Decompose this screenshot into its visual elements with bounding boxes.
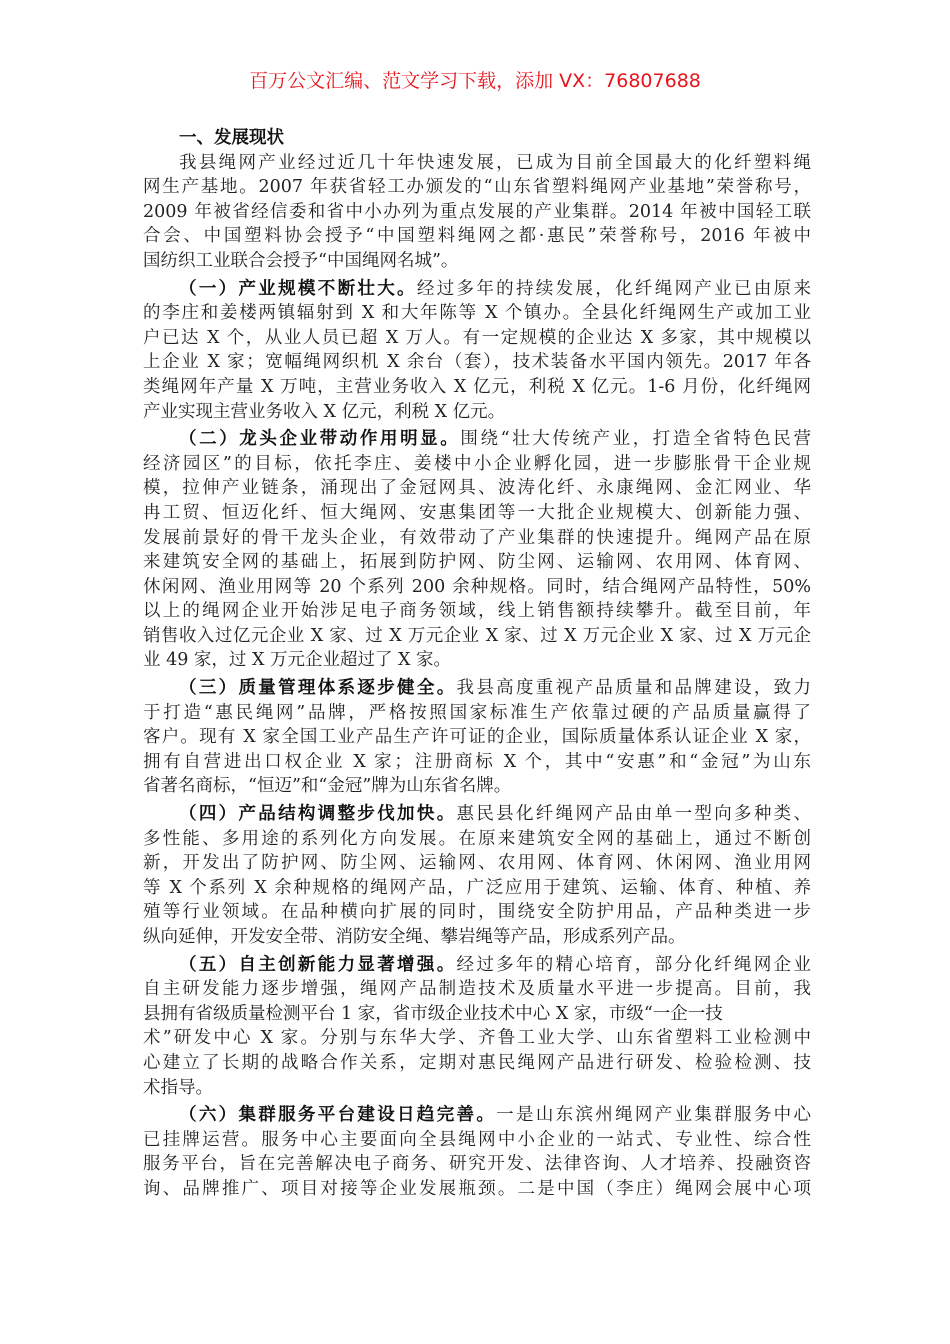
- paragraph-line: 来建筑安全网的基础上，拓展到防护网、防尘网、运输网、农用网、体育网、: [143, 552, 811, 573]
- subsection-first-line: [143, 676, 811, 701]
- paragraph-text: 一是山东滨州绳网产业集群服务中心: [496, 1105, 812, 1126]
- paragraph-line: 自主研发能力逐步增强，绳网产品制造技术及质量水平进一步提高。目前，我: [143, 979, 811, 1000]
- paragraph-line: 网生产基地。2007 年获省轻工办颁发的“山东省塑料绳网产业基地”荣誉称号，: [143, 177, 811, 198]
- paragraph-line: 等 X 个系列 X 余种规格的绳网产品，广泛应用于建筑、运输、体育、种植、养: [143, 877, 811, 898]
- subsection-heading: （三）质量管理体系逐步健全。: [179, 678, 457, 699]
- paragraph-line: 户已达 X 个，从业人员已超 X 万人。有一定规模的企业达 X 多家，其中规模以: [143, 327, 811, 348]
- subsection-leading-enterprises: [143, 427, 811, 673]
- paragraph-line: 术指导。: [143, 1077, 213, 1098]
- section-title: 一、发展现状: [179, 128, 284, 148]
- paragraph-line: 经济园区”的目标，依托李庄、姜楼中小企业孵化园，进一步膨胀骨干企业规: [143, 453, 811, 474]
- paragraph-line: 上企业 X 家；宽幅绳网织机 X 余台（套），技术装备水平国内领先。2017 年各: [143, 352, 811, 373]
- subsection-product-structure: [143, 802, 811, 950]
- subsection-quality-management: [143, 676, 811, 799]
- paragraph-line: 已挂牌运营。服务中心主要面向全县绳网中小企业的一站式、专业性、综合性: [143, 1129, 811, 1150]
- subsection-heading: （五）自主创新能力显著增强。: [179, 954, 457, 975]
- paragraph-line: 休闲网、渔业用网等 20 个系列 200 余种规格。同时，结合绳网产品特性，50%: [143, 576, 811, 597]
- paragraph-line: 业 49 家，过 X 万元企业超过了 X 家。: [143, 650, 452, 671]
- paragraph-text: 围绕“壮大传统产业，打造全省特色民营: [460, 429, 811, 450]
- paragraph-line: 的李庄和姜楼两镇辐射到 X 和大年陈等 X 个镇办。全县化纤绳网生产或加工业: [143, 303, 811, 324]
- paragraph-line: 纵向延伸，开发安全带、消防安全绳、攀岩绳等产品，形成系列产品。: [143, 927, 686, 947]
- paragraph-line: 模，拉伸产业链条，涌现出了金冠网具、波涛化纤、永康绳网、金汇网业、华: [143, 478, 811, 499]
- paragraph-line: 询、品牌推广、项目对接等企业发展瓶颈。二是中国（李庄）绳网会展中心项: [143, 1178, 811, 1199]
- paragraph-line: 省著名商标，“恒迈”和“金冠”牌为山东省名牌。: [143, 776, 512, 797]
- subsection-service-platform: [143, 1103, 811, 1201]
- subsection-heading: （一）产业规模不断壮大。: [179, 278, 417, 299]
- paragraph-line: 县拥有省级质量检测平台 1 家，省市级企业技术中心 X 家，市级“一企一技: [143, 1003, 723, 1024]
- paragraph-line: 殖等行业领域。在品种横向扩展的同时，围绕安全防护用品，产品种类进一步: [143, 902, 811, 923]
- subsection-heading: （二）龙头企业带动作用明显。: [179, 429, 461, 450]
- paragraph-line: 服务平台，旨在完善解决电子商务、研究开发、法律咨询、人才培养、投融资咨: [143, 1154, 811, 1175]
- paragraph-line: 拥有自营进出口权企业 X 家；注册商标 X 个，其中“安惠”和“金冠”为山东: [143, 751, 811, 772]
- intro-paragraph: [143, 151, 811, 274]
- paragraph-text: 经过多年的精心培育，部分化纤绳网企业: [456, 954, 811, 975]
- promo-banner: 百万公文汇编、范文学习下载，添加 VX：76807688: [249, 70, 701, 92]
- paragraph-line: 术”研发中心 X 家。分别与东华大学、齐鲁工业大学、山东省塑料工业检测中: [143, 1028, 811, 1049]
- paragraph-line: 客户。现有 X 家全国工业产品生产许可证的企业，国际质量体系认证企业 X 家，: [143, 727, 811, 748]
- paragraph-line: 发展前景好的骨干龙头企业，有效带动了产业集群的快速提升。绳网产品在原: [143, 527, 811, 548]
- paragraph-line: 产业实现主营业务收入 X 亿元，利税 X 亿元。: [143, 401, 506, 422]
- paragraph-text: 我县高度重视产品质量和品牌建设，致力: [456, 678, 811, 699]
- subsection-heading: （四）产品结构调整步伐加快。: [179, 804, 457, 825]
- paragraph-line: 心建立了长期的战略合作关系，定期对惠民绳网产品进行研发、检验检测、技: [143, 1052, 811, 1073]
- paragraph-text: 惠民县化纤绳网产品由单一型向多种类、: [456, 804, 811, 825]
- subsection-first-line: [143, 277, 811, 302]
- paragraph-line: 2009 年被省经信委和省中小办列为重点发展的产业集群。2014 年被中国轻工联: [143, 201, 811, 222]
- paragraph-line: 我县绳网产业经过近几十年快速发展，已成为目前全国最大的化纤塑料绳: [179, 152, 811, 173]
- paragraph-line: 销售收入过亿元企业 X 家、过 X 万元企业 X 家、过 X 万元企业 X 家、过 X 万元企: [143, 625, 811, 646]
- paragraph-line: 于打造“惠民绳网”品牌，严格按照国家标准生产依靠过硬的产品质量赢得了: [143, 702, 811, 723]
- subsection-first-line: [143, 802, 811, 827]
- paragraph-line: 新，开发出了防护网、防尘网、运输网、农用网、体育网、休闲网、渔业用网: [143, 853, 811, 874]
- paragraph-line: 冉工贸、恒迈化纤、恒大绳网、安惠集团等一大批企业规模大、创新能力强、: [143, 502, 811, 523]
- document-body: [143, 126, 811, 1202]
- subsection-first-line: [143, 427, 811, 452]
- subsection-heading: （六）集群服务平台建设日趋完善。: [179, 1105, 497, 1126]
- subsection-first-line: [143, 953, 811, 978]
- paragraph-line: 国纺织工业联合会授予“中国绳网名城”。: [143, 250, 459, 271]
- paragraph-line: 多性能、多用途的系列化方向发展。在原来建筑安全网的基础上，通过不断创: [143, 828, 811, 849]
- paragraph-line: 合会、中国塑料协会授予“中国塑料绳网之都·惠民”荣誉称号，2016 年被中: [143, 226, 811, 247]
- paragraph-text: 经过多年的持续发展，化纤绳网产业已由原来: [416, 278, 812, 299]
- subsection-industry-scale: [143, 277, 811, 425]
- subsection-innovation: [143, 953, 811, 1101]
- paragraph-line: 以上的绳网企业开始涉足电子商务领域，线上销售额持续攀升。截至目前，年: [143, 601, 811, 622]
- subsection-first-line: [143, 1103, 811, 1128]
- paragraph-line: 类绳网年产量 X 万吨，主营业务收入 X 亿元，利税 X 亿元。1-6 月份，化纤绳网: [143, 376, 811, 397]
